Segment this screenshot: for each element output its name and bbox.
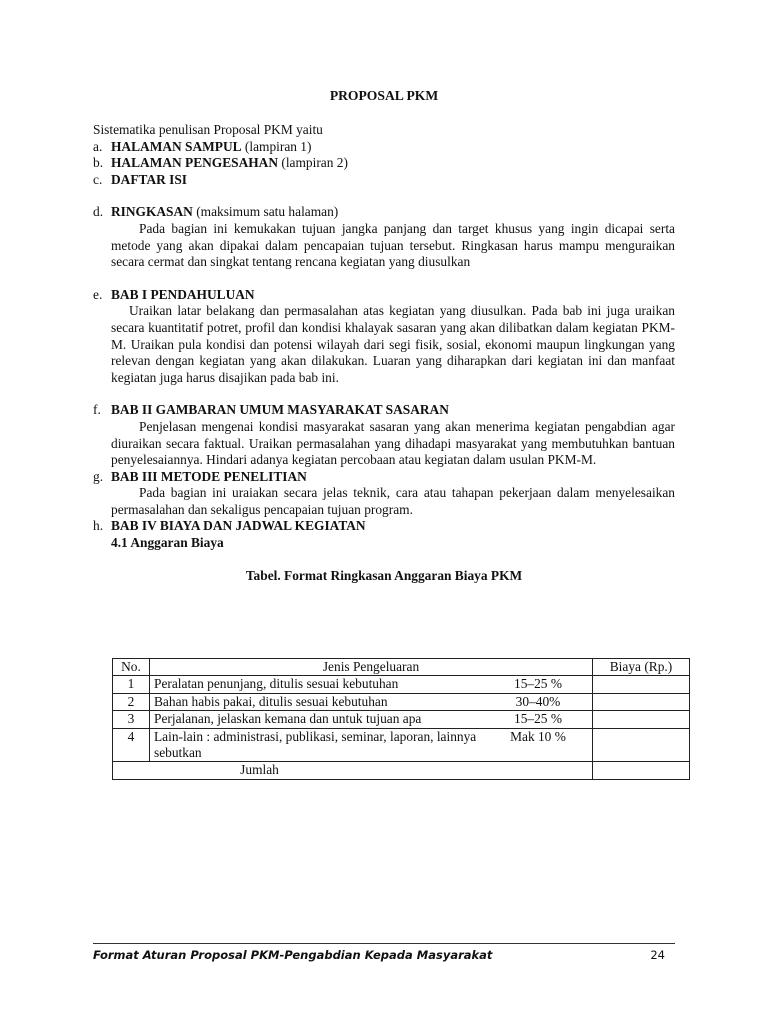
table-row	[113, 728, 690, 762]
item-body: Uraikan latar belakang dan permasalahan atas kegiatan yang diusulkan. Pada bab ini juga uraikan secara kuantitatif potret, profil dan kondisi khalayak sasaran yang akan dilibatkan dalam kegiatan PKM-M. Uraikan pula kondisi dan potensi wilayah dari segi fisik, sosial, ekonomi maupun lingkungan yang relevan dengan kegiatan yang akan dilakukan. Luaran yang diharapkan dari kegiatan ini dan manfaat kegiatan juga harus disajikan pada bab ini.	[111, 303, 675, 385]
cell-no: 2	[113, 693, 150, 710]
item-label: c.	[93, 171, 103, 187]
header-no: No.	[113, 659, 150, 676]
footer-text: Format Aturan Proposal PKM-Pengabdian Kepada Masyarakat	[93, 948, 493, 962]
item-a	[93, 139, 675, 156]
cell-biaya	[593, 693, 690, 710]
item-b	[93, 155, 675, 172]
item-heading: HALAMAN PENGESAHAN	[111, 155, 279, 171]
cell-pct: 15–25 %	[484, 676, 593, 693]
item-label: g.	[93, 468, 104, 484]
table-header-row	[113, 659, 690, 676]
cell-no: 4	[113, 728, 150, 762]
item-heading: RINGKASAN	[111, 204, 193, 220]
table-caption: Tabel. Format Ringkasan Anggaran Biaya PKM	[245, 567, 523, 583]
cell-pct: Mak 10 %	[484, 728, 593, 762]
item-note: (lampiran 1)	[241, 138, 312, 154]
header-biaya: Biaya (Rp.)	[593, 659, 690, 676]
item-note: (maksimum satu halaman)	[192, 204, 339, 220]
page-footer	[93, 948, 665, 962]
cell-jenis: Perjalanan, jelaskan kemana dan untuk tujuan apa	[150, 711, 485, 728]
item-c	[93, 172, 675, 189]
item-label: f.	[93, 402, 101, 418]
cell-jenis: Lain-lain : administrasi, publikasi, seminar, laporan, lainnya sebutkan	[150, 728, 485, 762]
cell-pct: 15–25 %	[484, 711, 593, 728]
footer-divider	[93, 943, 675, 944]
item-label: a.	[93, 138, 103, 154]
item-d	[93, 204, 675, 221]
item-heading: BAB II GAMBARAN UMUM MASYARAKAT SASARAN	[111, 402, 449, 418]
page-number: 24	[650, 948, 665, 962]
cell-total-value	[593, 762, 690, 779]
cell-jenis: Peralatan penunjang, ditulis sesuai kebutuhan	[150, 676, 485, 693]
item-note: (lampiran 2)	[278, 155, 348, 171]
item-label: e.	[93, 286, 103, 302]
item-heading: DAFTAR ISI	[111, 171, 188, 187]
cell-total-label: Jumlah	[113, 762, 593, 779]
cell-biaya	[593, 728, 690, 762]
table-row	[113, 676, 690, 693]
item-body: Pada bagian ini kemukakan tujuan jangka panjang dan target khusus yang ingin dicapai serta metode yang akan dipakai dalam pencapaian tujuan tersebut. Ringkasan harus mampu menguraikan secara cermat dan singkat tentang rencana kegiatan yang diusulkan	[111, 220, 675, 270]
item-heading: BAB III METODE PENELITIAN	[111, 468, 307, 484]
table-total-row	[113, 762, 690, 779]
cell-no: 3	[113, 711, 150, 728]
item-h	[93, 518, 675, 535]
item-heading: HALAMAN SAMPUL	[111, 138, 242, 154]
item-heading: BAB IV BIAYA DAN JADWAL KEGIATAN	[111, 518, 366, 534]
header-jenis: Jenis Pengeluaran	[150, 659, 593, 676]
item-label: b.	[93, 155, 104, 171]
cell-pct: 30–40%	[484, 693, 593, 710]
table-row	[113, 711, 690, 728]
cell-biaya	[593, 676, 690, 693]
document-page	[93, 88, 675, 598]
page-title: PROPOSAL PKM	[329, 88, 439, 103]
item-body: Pada bagian ini uraiakan secara jelas teknik, cara atau tahapan pekerjaan dalam menyelesaikan permasalahan dan sekaligus pencapaian tujuan program.	[111, 485, 675, 517]
item-heading: BAB I PENDAHULUAN	[111, 286, 255, 302]
table-row	[113, 693, 690, 710]
intro-text: Sistematika penulisan Proposal PKM yaitu	[93, 122, 323, 137]
item-label: d.	[93, 204, 104, 220]
item-e	[93, 287, 675, 304]
item-label: h.	[93, 518, 104, 534]
item-body: Penjelasan mengenai kondisi masyarakat sasaran yang akan menerima kegiatan pengabdian agar diuraikan secara faktual. Uraikan permasalahan yang dihadapi masyarakat yang membutuhkan bantuan penyelesaiannya. Hindari adanya kegiatan percobaan atau kegiatan dalam usulan PKM-M.	[111, 418, 675, 468]
cell-jenis: Bahan habis pakai, ditulis sesuai kebutuhan	[150, 693, 485, 710]
item-f	[93, 402, 675, 419]
cell-no: 1	[113, 676, 150, 693]
item-g	[93, 469, 675, 486]
cell-biaya	[593, 711, 690, 728]
budget-table	[112, 658, 690, 780]
subheading: 4.1 Anggaran Biaya	[111, 535, 224, 551]
